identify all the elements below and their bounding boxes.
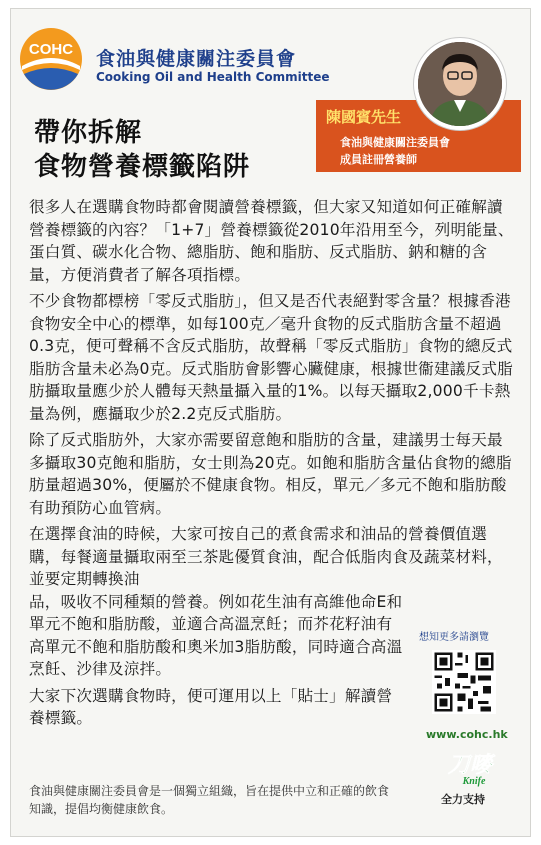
- author-title-line-1: 食油與健康關注委員會: [340, 136, 450, 149]
- paragraph-trans-fat: 不少食物都標榜「零反式脂肪」，但又是否代表絕對零含量？根據香港食物安全中心的標準，如每100克／毫升食物的反式脂肪含量不超過0.3克，便可聲稱不含反式脂肪，故聲稱「零反式脂肪」食物的總反式脂肪含量未必為0克。反式脂肪會影響心臟健康，根據世衞建議反式脂肪攝取量應少於人體每天熱量攝入量的1%。以每天攝取2,000千卡熱量為例，應攝取少於2.2克反式脂肪。: [29, 292, 513, 423]
- more-info-label: 想知更多請瀏覽: [419, 632, 489, 643]
- headline-line-2: 食物營養標籤陷阱: [34, 152, 251, 182]
- org-name-zh: 食油與健康關注委員會: [96, 48, 297, 70]
- svg-text:刀嘜: 刀嘜: [447, 753, 493, 778]
- portrait-image: [418, 42, 502, 126]
- svg-text:COHC: COHC: [28, 41, 74, 58]
- paragraph-intro: 很多人在選購食物時都會閱讀營養標籤，但大家又知道如何正確解讀營養標籤的內容？「1+7」營養標籤從2010年沿用至今，列明能量、蛋白質、碳水化合物、總脂肪、飽和脂肪、反式脂肪、鈉和糖的含量，方便消費者了解各項指標。: [29, 198, 514, 284]
- cohc-logo: [18, 26, 84, 92]
- headline-line-1: 帶你拆解: [34, 118, 143, 148]
- paragraph-saturated-fat: 除了反式脂肪外，大家亦需要留意飽和脂肪的含量，建議男士每天最多攝取30克飽和脂肪，女士則為20克。如飽和脂肪含量佔食物的總脂肪量超過30%，便屬於不健康食物。相反，單元／多元不飽和脂肪酸有助預防心血管病。: [29, 431, 512, 517]
- org-name-en: Cooking Oil and Health Committee: [96, 70, 330, 84]
- author-portrait: [414, 38, 506, 130]
- sponsor-label: 全力支持: [441, 793, 485, 806]
- website-link[interactable]: www.cohc.hk: [426, 728, 508, 741]
- paragraph-oil-examples: 品，吸收不同種類的營養。例如花生油有高維他命E和單元不飽和脂肪酸，並適合高溫烹飪；而芥花籽油有高單元不飽和脂肪酸和奧米加3脂肪酸，同時適合高溫烹飪、沙律及涼拌。: [29, 592, 403, 678]
- paragraph-conclusion: 大家下次選購食物時，便可運用以上「貼士」解讀營養標籤。: [29, 686, 393, 727]
- paragraph-cooking-oil: 在選擇食油的時候，大家可按自己的煮食需求和油品的營養價值選購，每餐適量攝取兩至三茶匙優質食油，配合低脂肉食及蔬菜材料，並要定期轉換油: [29, 525, 503, 588]
- author-name: 陳國賓先生: [326, 108, 402, 126]
- headline: [34, 116, 250, 184]
- footer-note: 食油與健康關注委員會是一個獨立組織，旨在提供中立和正確的飲食知識，提倡均衡健康飲食。: [29, 784, 390, 816]
- knife-brand-logo: [440, 748, 500, 788]
- author-title-line-2: 成員註冊營養師: [340, 153, 417, 166]
- qr-code[interactable]: [432, 650, 496, 714]
- svg-text:Knife: Knife: [462, 776, 486, 787]
- author-title: [340, 134, 450, 168]
